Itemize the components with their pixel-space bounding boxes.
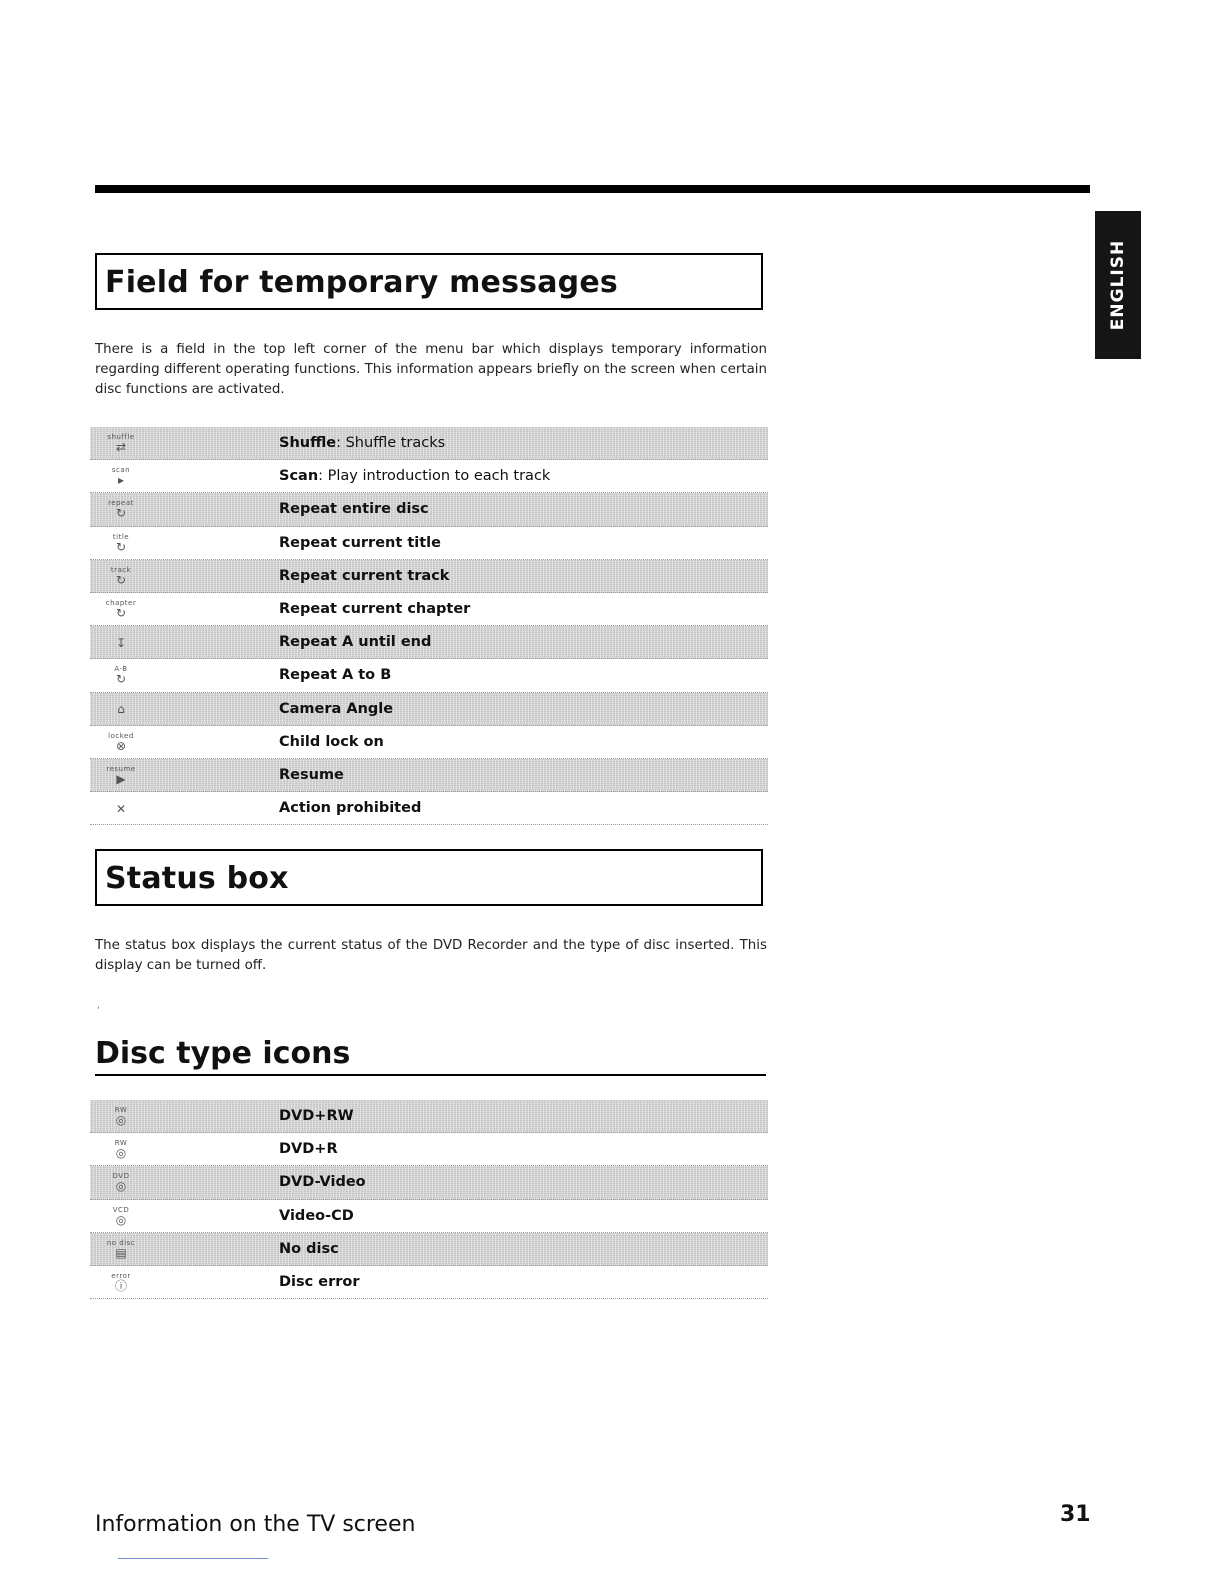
table-row bbox=[90, 726, 768, 759]
row-label-bold: Video-CD bbox=[279, 1207, 354, 1224]
footer-link-line bbox=[118, 1558, 268, 1559]
row-label-bold: DVD+R bbox=[279, 1141, 338, 1158]
table-row bbox=[90, 1200, 768, 1233]
camera-angle-icon bbox=[96, 696, 146, 723]
row-label bbox=[279, 468, 550, 484]
row-label bbox=[279, 734, 384, 750]
row-label-bold: Repeat entire disc bbox=[279, 501, 429, 518]
shuffle-icon bbox=[96, 430, 146, 457]
language-tab bbox=[1095, 211, 1141, 359]
row-description: : Shuffle tracks bbox=[336, 435, 446, 451]
row-label bbox=[279, 1241, 339, 1257]
row-label-bold: No disc bbox=[279, 1240, 339, 1257]
icon-caption: RW bbox=[114, 1139, 128, 1148]
row-label bbox=[279, 1174, 366, 1190]
icon-caption: title bbox=[112, 532, 130, 541]
table-row bbox=[90, 1266, 768, 1299]
row-label-bold: DVD+RW bbox=[279, 1108, 354, 1124]
table-row bbox=[90, 560, 768, 593]
footer-section-title: Information on the TV screen bbox=[95, 1512, 416, 1537]
row-label bbox=[279, 568, 449, 584]
icon-glyph: ◎ bbox=[115, 1146, 127, 1161]
icon-glyph: ↻ bbox=[115, 672, 127, 687]
section-heading-status-box bbox=[95, 849, 763, 906]
icon-glyph: ◎ bbox=[115, 1113, 127, 1127]
icon-glyph: ◎ bbox=[115, 1179, 127, 1194]
dvd-r-icon bbox=[96, 1136, 146, 1163]
icon-glyph: ↻ bbox=[115, 605, 127, 620]
icon-glyph: ✕ bbox=[115, 801, 127, 816]
row-label bbox=[279, 634, 431, 650]
temporary-messages-table bbox=[90, 427, 768, 825]
prohibited-icon bbox=[96, 795, 146, 822]
row-label-bold: Repeat current chapter bbox=[279, 600, 471, 617]
row-label-bold: Repeat current title bbox=[279, 534, 441, 551]
icon-caption: scan bbox=[111, 466, 131, 475]
disc-error-icon bbox=[96, 1269, 146, 1296]
row-label bbox=[279, 1208, 354, 1224]
icon-glyph: ⇄ bbox=[115, 440, 127, 454]
icon-glyph: ↻ bbox=[115, 539, 127, 554]
table-row bbox=[90, 493, 768, 526]
row-label bbox=[279, 701, 393, 717]
section-heading-temporary-messages bbox=[95, 253, 763, 310]
row-label-bold: DVD-Video bbox=[279, 1174, 366, 1191]
icon-glyph: ▤ bbox=[115, 1245, 127, 1260]
row-label bbox=[279, 501, 429, 517]
icon-glyph: ⊗ bbox=[115, 738, 127, 753]
table-row bbox=[90, 1166, 768, 1199]
icon-glyph: ▸ bbox=[117, 473, 125, 488]
table-row bbox=[90, 759, 768, 792]
row-divider bbox=[90, 1298, 768, 1299]
icon-caption: no disc bbox=[106, 1238, 136, 1247]
repeat-chapter-icon bbox=[96, 596, 146, 623]
row-label bbox=[279, 1141, 338, 1157]
row-label-bold: Camera Angle bbox=[279, 700, 394, 717]
icon-caption: chapter bbox=[105, 598, 137, 607]
repeat-a-end-icon bbox=[96, 629, 146, 656]
row-label bbox=[279, 1274, 360, 1290]
repeat-title-icon bbox=[96, 530, 146, 557]
row-label bbox=[279, 435, 445, 451]
row-label bbox=[279, 1108, 354, 1124]
icon-glyph: ◎ bbox=[115, 1212, 127, 1227]
dvd-rw-icon bbox=[96, 1103, 146, 1130]
row-label-bold: Repeat A to B bbox=[279, 667, 392, 684]
row-label-bold: Repeat A until end bbox=[279, 634, 432, 651]
row-description: : Play introduction to each track bbox=[318, 468, 551, 485]
resume-icon bbox=[96, 762, 146, 789]
child-lock-icon bbox=[96, 729, 146, 756]
row-label bbox=[279, 535, 441, 551]
icon-caption: error bbox=[111, 1271, 131, 1280]
table-row bbox=[90, 1233, 768, 1266]
row-label bbox=[279, 601, 470, 617]
repeat-track-icon bbox=[96, 563, 146, 590]
language-tab-label: ENGLISH bbox=[1108, 239, 1128, 331]
icon-glyph: ↧ bbox=[115, 635, 127, 650]
row-label bbox=[279, 800, 421, 816]
row-label-bold: Shuffle bbox=[279, 435, 337, 451]
table-row bbox=[90, 527, 768, 560]
icon-caption: resume bbox=[106, 764, 136, 773]
stray-mark: ‘ bbox=[97, 1006, 100, 1016]
icon-caption: VCD bbox=[112, 1205, 130, 1214]
row-label-bold: Repeat current track bbox=[279, 567, 450, 584]
table-row bbox=[90, 693, 768, 726]
table-row bbox=[90, 460, 768, 493]
repeat-ab-icon bbox=[96, 662, 146, 689]
repeat-disc-icon bbox=[96, 496, 146, 523]
icon-caption: A-B bbox=[114, 665, 128, 674]
top-rule bbox=[95, 185, 1090, 193]
icon-caption: locked bbox=[108, 731, 134, 740]
table-row bbox=[90, 626, 768, 659]
scan-icon bbox=[96, 463, 146, 490]
intro-paragraph: There is a field in the top left corner of the menu bar which displays temporary information regarding different operating functions. This information appears briefly on the screen when certain disc functions are activated. bbox=[95, 342, 767, 397]
icon-caption: shuffle bbox=[107, 433, 135, 441]
row-label-bold: Child lock on bbox=[279, 733, 384, 750]
row-label-bold: Disc error bbox=[279, 1273, 360, 1290]
row-label-bold: Scan bbox=[279, 468, 319, 485]
section-title: Status box bbox=[105, 861, 289, 896]
no-disc-icon bbox=[96, 1236, 146, 1263]
icon-caption: DVD bbox=[112, 1172, 130, 1181]
row-label bbox=[279, 767, 344, 783]
row-divider bbox=[90, 824, 768, 825]
row-label-bold: Resume bbox=[279, 766, 344, 783]
table-row bbox=[90, 593, 768, 626]
icon-glyph: ↻ bbox=[115, 572, 127, 587]
dvd-video-icon bbox=[96, 1169, 146, 1196]
table-row bbox=[90, 427, 768, 460]
status-box-paragraph: The status box displays the current status of the DVD Recorder and the type of disc inserted. This display can be turned off. bbox=[95, 938, 767, 973]
icon-glyph: ⌂ bbox=[117, 702, 125, 716]
table-row bbox=[90, 1100, 768, 1133]
section-title: Disc type icons bbox=[95, 1036, 351, 1071]
video-cd-icon bbox=[96, 1203, 146, 1230]
section-title: Field for temporary messages bbox=[105, 265, 618, 300]
row-label-bold: Action prohibited bbox=[279, 800, 422, 817]
icon-glyph: ▶ bbox=[116, 771, 126, 786]
table-row bbox=[90, 792, 768, 825]
row-label bbox=[279, 667, 391, 683]
table-row bbox=[90, 1133, 768, 1166]
page-number: 31 bbox=[1060, 1502, 1091, 1527]
icon-glyph: ⓘ bbox=[114, 1278, 127, 1293]
icon-glyph: ↻ bbox=[115, 506, 127, 521]
icon-caption: RW bbox=[114, 1106, 128, 1114]
section-heading-disc-type-icons bbox=[95, 1036, 766, 1076]
icon-caption: repeat bbox=[108, 499, 134, 508]
icon-caption: track bbox=[110, 565, 132, 574]
table-row bbox=[90, 659, 768, 692]
disc-type-table bbox=[90, 1100, 768, 1299]
